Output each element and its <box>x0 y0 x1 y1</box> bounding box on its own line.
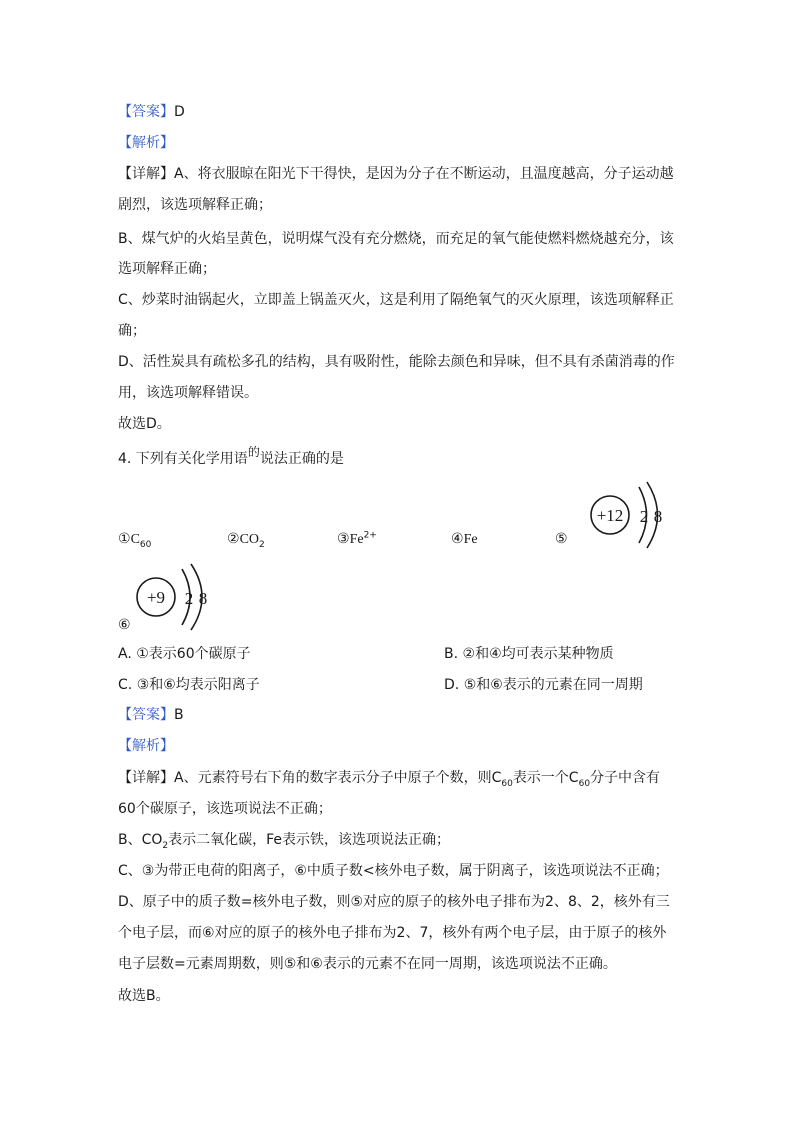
option-text: ⑤和⑥表示的元素在同一周期 <box>463 677 643 693</box>
detail-text: A、将衣服晾在阳光下干得快，是因为分子在不断运动，且温度越高，分子运动越 <box>174 166 674 182</box>
stem-raised-char: 的 <box>247 445 260 459</box>
formula-subscript: 2 <box>259 539 265 550</box>
detail-text: 表示二氧化碳，Fe表示铁，该选项说法正确； <box>168 832 451 848</box>
q4-conclusion: 故选B。 <box>118 988 170 1004</box>
q3-answer-line <box>118 102 185 122</box>
q4-detail-line-3 <box>118 830 450 850</box>
q3-conclusion: 故选D。 <box>118 416 171 432</box>
item-2 <box>227 529 265 550</box>
item-number: ⑤ <box>555 531 568 547</box>
atom-structure-diagram-5 <box>588 480 668 550</box>
item-number: ④ <box>451 531 464 547</box>
detail-text: 分子中含有 <box>590 770 661 786</box>
answer-value: B <box>174 707 184 723</box>
shell-2-electrons: 8 <box>198 589 208 608</box>
q4-detail-line-7: 电子层数=元素周期数，则⑤和⑥表示的元素不在同一周期，该选项说法不正确。 <box>118 956 617 972</box>
stem-text: 4. 下列有关化学用语 <box>118 451 248 467</box>
item-number: ② <box>227 531 240 547</box>
q4-answer-line <box>118 705 184 725</box>
option-letter: D. <box>444 677 460 693</box>
formula: Fe <box>349 532 364 547</box>
item-4 <box>451 529 478 550</box>
answer-value: D <box>174 104 185 120</box>
formula: Fe <box>463 532 478 547</box>
detail-text: B、CO <box>118 832 163 848</box>
detail-label: 【详解】 <box>118 770 174 786</box>
q4-detail-line-5: D、原子中的质子数=核外电子数，则⑤对应的原子的核外电子排布为2、8、2，核外有三 <box>118 894 670 910</box>
shell-2-electrons: 8 <box>653 507 663 526</box>
nucleus-charge: +12 <box>596 506 624 525</box>
q3-detail-line-2: 剧烈，该选项解释正确； <box>118 197 272 213</box>
option-text: ③和⑥均表示阳离子 <box>136 677 260 693</box>
nucleus-charge: +9 <box>146 588 166 607</box>
item-3 <box>337 529 377 550</box>
option-text: ②和④均可表示某种物质 <box>462 646 614 662</box>
item-6 <box>118 615 131 635</box>
answer-label: 【答案】 <box>118 707 174 723</box>
q3-detail-line-5: C、炒菜时油锅起火，立即盖上锅盖灭火，这是利用了隔绝氧气的灭火原理，该选项解释正 <box>118 292 674 308</box>
q4-analysis-label: 【解析】 <box>118 738 174 754</box>
subscript: 60 <box>578 778 591 789</box>
option-d[interactable] <box>444 675 643 695</box>
option-text: ①表示60个碳原子 <box>136 646 251 662</box>
q3-analysis-label: 【解析】 <box>118 135 174 151</box>
q4-detail-line-2: 60个碳原子，该选项说法不正确； <box>118 801 332 817</box>
q3-detail-line-3: B、煤气炉的火焰呈黄色，说明煤气没有充分燃烧，而充足的氧气能使燃料燃烧越充分，该 <box>118 231 674 247</box>
item-number: ① <box>118 531 131 547</box>
option-b[interactable] <box>444 644 614 664</box>
q4-detail-line-6: 个电子层，而⑥对应的原子的核外电子排布为2、7，核外有两个电子层，由于原子的核外 <box>118 925 667 941</box>
formula-superscript: 2+ <box>363 530 377 541</box>
detail-label: 【详解】 <box>118 166 174 182</box>
option-a[interactable] <box>118 644 251 664</box>
atom-structure-diagram-6 <box>133 563 218 633</box>
item-number: ⑥ <box>118 617 131 633</box>
formula-subscript: 60 <box>139 539 152 550</box>
q4-stem <box>118 445 344 469</box>
shell-1-electrons: 2 <box>184 589 194 608</box>
q3-detail-line-8: 用，该选项解释错误。 <box>118 385 258 401</box>
detail-text: 表示一个C <box>512 770 579 786</box>
q3-detail-line-4: 选项解释正确； <box>118 261 216 277</box>
option-letter: B. <box>444 646 459 662</box>
shell-1-electrons: 2 <box>639 507 649 526</box>
subscript: 60 <box>501 778 513 789</box>
item-5 <box>555 529 568 549</box>
detail-text: A、元素符号右下角的数字表示分子中原子个数，则C <box>174 770 502 786</box>
item-1 <box>118 529 151 550</box>
item-number: ③ <box>337 531 350 547</box>
answer-label: 【答案】 <box>118 104 174 120</box>
q3-detail-line-1 <box>118 164 674 184</box>
subscript: 2 <box>162 840 169 851</box>
formula: C <box>130 532 140 547</box>
option-c[interactable] <box>118 675 260 695</box>
q4-detail-line-1 <box>118 768 660 788</box>
option-letter: C. <box>118 677 133 693</box>
q4-detail-line-4: C、③为带正电荷的阳离子，⑥中质子数<核外电子数，属于阴离子，该选项说法不正确； <box>118 863 669 879</box>
q3-detail-line-6: 确； <box>118 323 146 339</box>
formula: CO <box>239 532 260 547</box>
q3-detail-line-7: D、活性炭具有疏松多孔的结构，具有吸附性，能除去颜色和异味，但不具有杀菌消毒的作 <box>118 354 675 370</box>
option-letter: A. <box>118 646 132 662</box>
stem-text-end: 说法正确的是 <box>259 451 344 467</box>
